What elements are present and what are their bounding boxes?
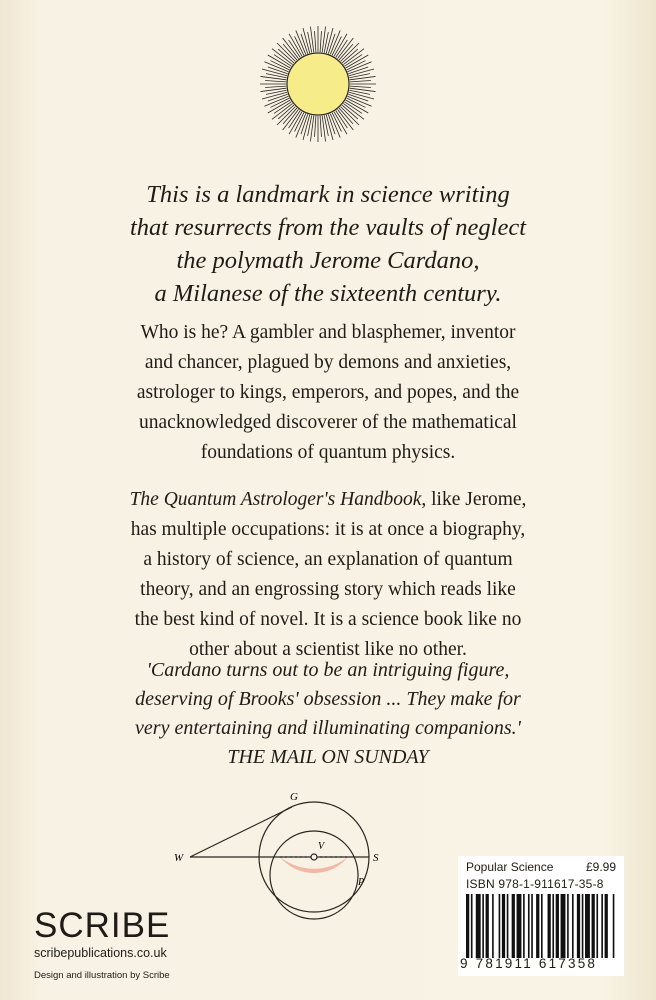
barcode-bar — [471, 894, 473, 958]
description-paragraph-2 — [40, 485, 616, 665]
sun-ray — [339, 108, 353, 124]
barcode-bar — [596, 894, 598, 958]
quote-line: very entertaining and illuminating companions.' — [135, 717, 521, 739]
paragraph-line: a history of science, an explanation of quantum — [143, 549, 513, 570]
barcode-bar — [572, 894, 574, 958]
barcode-bar — [517, 894, 522, 958]
tagline-line: a Milanese of the sixteenth century. — [154, 280, 502, 307]
sun-ray — [342, 105, 358, 119]
barcode-bar — [585, 894, 590, 958]
barcode-bar — [605, 894, 608, 958]
barcode-bar — [582, 894, 584, 958]
sun-ray — [324, 32, 328, 53]
paragraph-line: Who is he? A gambler and blasphemer, inventor — [140, 322, 516, 343]
category-label: Popular Science — [466, 860, 554, 874]
barcode-bar — [577, 894, 580, 958]
book-title: The Quantum Astrologer's Handbook — [129, 489, 422, 510]
barcode-bar — [502, 894, 505, 958]
sun-ray — [266, 74, 287, 78]
barcode-bar — [567, 894, 569, 958]
barcode-bar — [523, 894, 525, 958]
sun-illustration — [258, 24, 378, 144]
sun-ray — [349, 90, 370, 94]
barcode-bar — [499, 894, 501, 958]
label-v: V — [318, 841, 325, 852]
sun-ray — [342, 49, 358, 63]
tangent-line-top — [190, 807, 292, 857]
sun-disc — [287, 53, 349, 115]
barcode-bars — [466, 894, 616, 958]
geometry-diagram — [168, 785, 400, 955]
barcode-bar — [482, 894, 484, 958]
circle-small — [270, 831, 358, 919]
barcode-digits: 9 781911 617358 — [460, 956, 598, 971]
barcode-bar — [466, 894, 469, 958]
barcode-bar — [552, 894, 554, 958]
title-continuation: , like Jerome, — [421, 489, 527, 510]
sun-ray — [315, 31, 316, 52]
sun-ray — [320, 31, 321, 52]
paragraph-line: the best kind of novel. It is a science book like no — [134, 609, 522, 630]
label-g: G — [290, 791, 298, 803]
publisher-logo: SCRIBE — [34, 906, 171, 945]
paragraph-line — [40, 485, 616, 515]
barcode-bar — [561, 894, 566, 958]
barcode-bar — [548, 894, 551, 958]
barcode-bar — [492, 894, 494, 958]
paragraph-line: astrologer to kings, emperors, and popes, and the — [136, 382, 520, 403]
center-point — [311, 854, 317, 860]
barcode-bar — [486, 894, 489, 958]
label-w: W — [174, 852, 184, 864]
paragraph-line: and chancer, plagued by demons and anxieties, — [144, 352, 512, 373]
sun-ray — [320, 116, 321, 137]
barcode-bar — [613, 894, 615, 958]
price-label: £9.99 — [585, 860, 616, 874]
barcode-panel — [458, 856, 624, 976]
sun-ray — [283, 108, 297, 124]
description-paragraph-1 — [40, 318, 616, 468]
barcode-bar — [512, 894, 515, 958]
paragraph-line: has multiple occupations: it is at once a biography, — [130, 519, 526, 540]
quote-line: deserving of Brooks' obsession ... They make for — [135, 688, 521, 710]
publisher-website: scribepublications.co.uk — [34, 946, 167, 960]
paragraph-line: theory, and an engrossing story which reads like — [140, 579, 516, 600]
barcode-bar — [528, 894, 530, 958]
label-s: S — [373, 852, 379, 864]
paragraph-line: unacknowledged discoverer of the mathematical — [139, 412, 517, 433]
barcode-bar — [541, 894, 543, 958]
barcode-bar — [476, 894, 481, 958]
sun-ray — [324, 115, 328, 136]
barcode-bar — [556, 894, 559, 958]
sun-ray — [308, 115, 312, 136]
design-credit: Design and illustration by Scribe — [34, 970, 170, 981]
barcode-bar — [601, 894, 603, 958]
sun-ray — [265, 86, 286, 87]
sun-ray — [350, 81, 371, 82]
label-p: P — [358, 877, 365, 888]
sun-ray — [278, 49, 294, 63]
sun-ray — [349, 74, 370, 78]
sun-ray — [278, 105, 294, 119]
sun-ray — [350, 86, 371, 87]
quote-source: THE MAIL ON SUNDAY — [227, 746, 429, 768]
barcode-bar — [531, 894, 533, 958]
barcode-bar — [507, 894, 509, 958]
tagline — [40, 178, 616, 310]
sun-ray — [339, 44, 353, 60]
quote-line: 'Cardano turns out to be an intriguing figure, — [146, 659, 510, 681]
barcode-bar — [592, 894, 595, 958]
paragraph-line: other about a scientist like no other. — [189, 639, 467, 660]
sun-ray — [283, 44, 297, 60]
tagline-line: This is a landmark in science writing — [146, 181, 510, 208]
review-quote — [40, 656, 616, 772]
paragraph-line: foundations of quantum physics. — [200, 442, 456, 463]
sun-ray — [265, 81, 286, 82]
sun-ray — [308, 32, 312, 53]
tagline-line: the polymath Jerome Cardano, — [176, 247, 480, 274]
isbn-label: ISBN 978-1-911617-35-8 — [466, 877, 604, 891]
sun-ray — [315, 116, 316, 137]
tagline-line: that resurrects from the vaults of neglect — [129, 214, 527, 241]
barcode-header — [466, 860, 616, 874]
barcode-bar — [536, 894, 539, 958]
sun-ray — [266, 90, 287, 94]
